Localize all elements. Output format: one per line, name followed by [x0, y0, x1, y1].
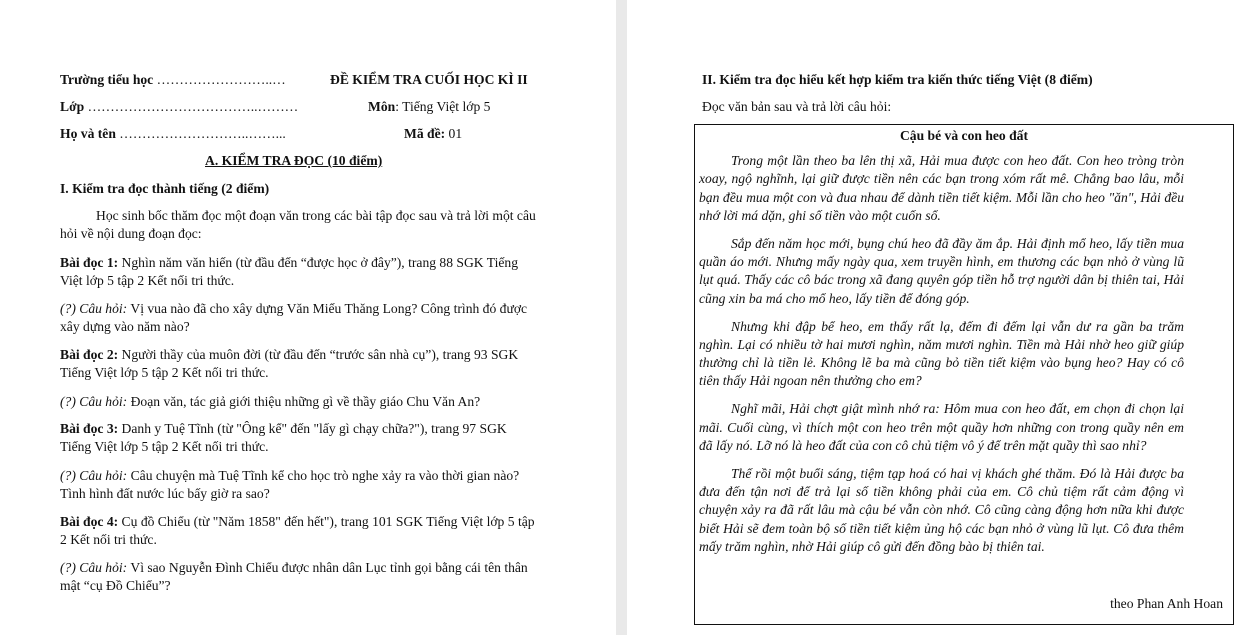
story-paragraph-5: Thế rồi một buổi sáng, tiệm tạp hoá có hai vị khách ghé thăm. Đó là Hải được ba đưa đến tận nơi để trả lại số tiền không phải của em. Cô chủ tiệm rất cảm động vì chuyện xảy ra đã rất lâu mà cậu bé vẫn còn nhớ. Cô cũng càng động hơn nữa khi được biết Hải sẽ đem toàn bộ số tiền tiết kiệm ủng hộ các bạn nhỏ ở vùng lũ lụt. Cô đưa thêm mấy trăm nghìn, nhờ Hải giúp cô gửi đến đồng bào bị thiên tai.	[699, 465, 1184, 555]
question-2	[60, 393, 540, 411]
story-paragraph-3: Nhưng khi đập bể heo, em thấy rất lạ, đếm đi đếm lại vẫn dư ra gần ba trăm nghìn. Lại có nhiều tờ hai mươi nghìn, năm mươi nghìn. Tiền mà Hải nhờ heo giữ giúp thường chỉ là tiền lẻ. Không lẽ ba mà cũng bỏ tiền tiết kiệm vào bụng heo? Hay có cô tiên thấy Hải ngoan nên thưởng cho em?	[699, 318, 1184, 389]
reading-3-text: Danh y Tuệ Tĩnh (từ "Ông kể" đến "lấy gì chạy chữa?"), trang 97 SGK Tiếng Việt lớp 5 tập 2 Kết nối tri thức.	[60, 421, 507, 454]
instruction-text: Đọc văn bản sau và trả lời câu hỏi:	[702, 99, 892, 114]
school-label: Trường tiểu học	[60, 72, 154, 87]
story-title: Cậu bé và con heo đất	[899, 128, 1029, 143]
school-line	[60, 71, 286, 89]
reading-1-label: Bài đọc 1:	[60, 255, 119, 270]
reading-1	[60, 254, 530, 290]
class-dots: ………………………………..………	[87, 99, 299, 114]
story-paragraph-4: Nghĩ mãi, Hải chợt giật mình nhớ ra: Hôm mua con heo đất, em chọn đi chọn lại mãi. Cuối cùng, vì thích một con heo trên một quầy hơn những con trong quầy nên em đã lấy nó. Lỡ nó là heo đất của con cô chủ tiệm vô ý để trên mặt quầy thì sao nhỉ?	[699, 401, 1184, 453]
intro-paragraph: Học sinh bốc thăm đọc một đoạn văn trong các bài tập đọc sau và trả lời một câu hỏi về nội dung đoạn đọc:	[60, 208, 536, 241]
reading-4-text: Cụ đồ Chiểu (từ "Năm 1858" đến hết"), trang 101 SGK Tiếng Việt lớp 5 tập 2 Kết nối tri thức.	[60, 514, 535, 547]
question-3-label: (?) Câu hỏi:	[60, 468, 128, 483]
reading-1-text: Nghìn năm văn hiến (từ đầu đến “được học ở đây”), trang 88 SGK Tiếng Việt lớp 5 tập 2 Kết nối tri thức.	[60, 255, 519, 288]
school-dots: ……………………..…	[156, 72, 286, 87]
question-1	[60, 300, 530, 336]
story-paragraph-2: Sắp đến năm học mới, bụng chú heo đã đầy ăm ắp. Hải định mổ heo, lấy tiền mua quần áo mới. Nhưng mấy ngày qua, xem truyền hình, em thương các bạn nhỏ ở vùng lũ lụt quá. Thấy các cô bác trong xã đang quyên góp tiền hỗ trợ người dân bị thiên tai, Hải cũng xin ba má cho mổ heo, lấy tiền để đóng góp.	[699, 235, 1184, 306]
question-4	[60, 559, 530, 595]
story-box	[694, 124, 1234, 625]
section-a-heading: A. KIỂM TRA ĐỌC (10 điểm)	[205, 153, 383, 168]
question-1-text: Vị vua nào đã cho xây dựng Văn Miếu Thăng Long? Công trình đó được xây dựng vào năm nào?	[60, 301, 528, 334]
question-2-text: Đoạn văn, tác giả giới thiệu những gì về thầy giáo Chu Văn An?	[127, 394, 481, 409]
reading-2-text: Người thầy của muôn đời (từ đầu đến “trước sân nhà cụ”), trang 93 SGK Tiếng Việt lớp 5 tập 2 Kết nối tri thức.	[60, 347, 519, 380]
code-value: 01	[445, 126, 463, 141]
story-paragraph-1: Trong một lần theo ba lên thị xã, Hải mua được con heo đất. Con heo tròng tròn xoay, ngộ nghĩnh, lại giữ được tiền nên các bạn trong xóm rất mê. Chẳng bao lâu, mỗi bạn đều mua một con và đua nhau để dành tiền tiết kiệm. Mỗi lần cho heo "ăn", Hải đều nhớ lời má dặn, ghi số tiền vào một cuốn sổ.	[699, 153, 1184, 223]
question-1-label: (?) Câu hỏi:	[60, 301, 128, 316]
question-3	[60, 467, 525, 503]
class-label: Lớp	[60, 99, 85, 114]
reading-2	[60, 346, 530, 382]
name-dots: ………………………..……...	[119, 126, 286, 141]
reading-4	[60, 513, 538, 549]
reading-4-label: Bài đọc 4:	[60, 514, 119, 529]
code-label: Mã đề:	[404, 126, 446, 141]
name-line	[60, 125, 286, 143]
name-label: Họ và tên	[60, 126, 116, 141]
subject-label: Môn	[368, 99, 396, 114]
question-4-label: (?) Câu hỏi:	[60, 560, 128, 575]
story-source: theo Phan Anh Hoan	[1110, 596, 1223, 611]
subject-value: : Tiếng Việt lớp 5	[395, 99, 491, 114]
code-line	[404, 125, 462, 143]
subject-line	[368, 98, 490, 116]
part1-heading: I. Kiểm tra đọc thành tiếng (2 điểm)	[60, 181, 270, 196]
reading-3	[60, 420, 540, 456]
story-body	[699, 152, 1184, 556]
reading-2-label: Bài đọc 2:	[60, 347, 119, 362]
question-3-text: Câu chuyện mà Tuệ Tĩnh kể cho học trò nghe xảy ra vào thời gian nào? Tình hình đất nước lúc bấy giờ ra sao?	[60, 468, 520, 501]
reading-3-label: Bài đọc 3:	[60, 421, 119, 436]
right-page	[627, 0, 1248, 635]
question-2-label: (?) Câu hỏi:	[60, 394, 128, 409]
exam-title: ĐỀ KIỂM TRA CUỐI HỌC KÌ II	[330, 72, 528, 87]
question-4-text: Vì sao Nguyễn Đình Chiểu được nhân dân Lục tỉnh gọi bằng cái tên thân mật “cụ Đồ Chiểu”?	[60, 560, 528, 593]
part2-heading: II. Kiểm tra đọc hiểu kết hợp kiểm tra kiến thức tiếng Việt (8 điểm)	[702, 72, 1093, 87]
left-page	[0, 0, 616, 635]
class-line	[60, 98, 298, 116]
